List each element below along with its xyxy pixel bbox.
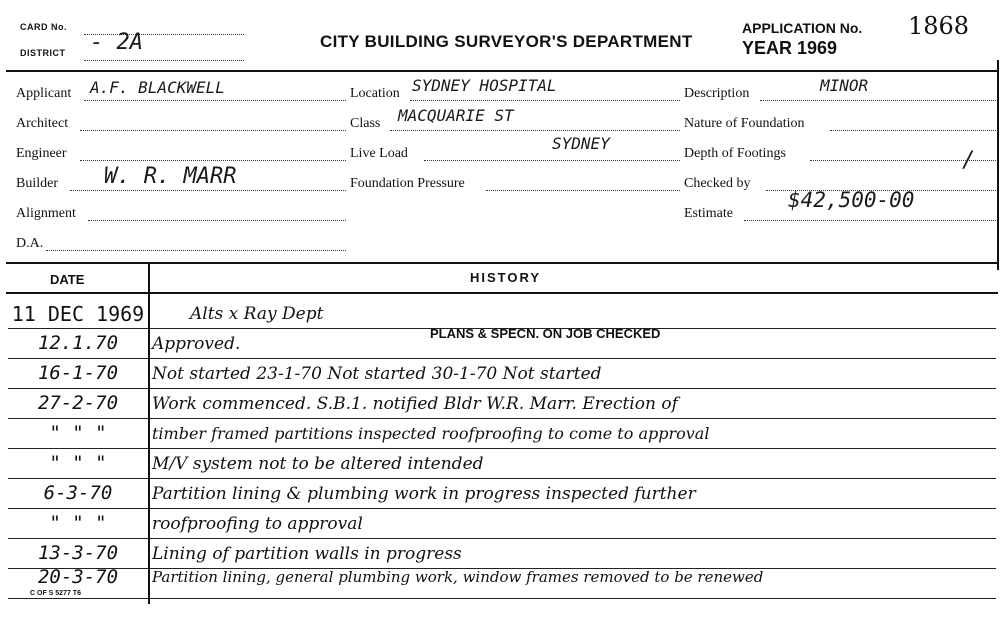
history-entry: Approved. [152,334,241,354]
history-date: " " " [49,452,107,474]
history-entry: Not started 23-1-70 Not started 30-1-70 Not started [152,364,602,384]
applicant-label: Applicant [16,86,72,101]
history-header: HISTORY [470,270,542,285]
history-rule [8,418,996,419]
history-rule [8,478,996,479]
builder-line [70,190,346,191]
nature-of-foundation-line [830,130,996,131]
da-label: D.A. [16,236,44,251]
district-label: DISTRICT [20,48,66,58]
history-date: 6-3-70 [43,482,113,504]
history-rule [8,538,996,539]
history-entry: Lining of partition walls in progress [152,544,462,564]
history-entry: timber framed partitions inspected roofproofing to come to approval [152,424,710,443]
history-rule [8,388,996,389]
date-column-divider [148,262,150,604]
builder-value: W. R. MARR [104,164,237,189]
history-entry: M/V system not to be altered intended [152,454,484,474]
estimate-value: $42,500-00 [788,188,915,212]
architect-label: Architect [16,116,69,131]
history-date: 27-2-70 [37,392,119,414]
history-entry: Partition lining & plumbing work in progress inspected further [152,484,696,504]
alignment-line [88,220,346,221]
architect-line [80,130,346,131]
live-load-line [424,160,680,161]
form-code: C OF S 5277 T6 [30,590,81,597]
history-rule [8,508,996,509]
history-date: 20-3-70 [37,566,119,588]
location-line [410,100,680,101]
foundation-pressure-label: Foundation Pressure [350,176,465,191]
class-label: Class [350,116,381,131]
history-date: 12.1.70 [37,332,119,354]
card-no-label: CARD No. [20,22,67,32]
history-top-rule [6,262,998,264]
history-date: 16-1-70 [37,362,119,384]
history-rule [8,598,996,599]
class-value-2: SYDNEY [552,134,610,153]
history-date: 11 DEC 1969 [11,302,145,326]
estimate-line [744,220,996,221]
builder-label: Builder [16,176,58,191]
live-load-label: Live Load [350,146,408,161]
year-label: YEAR 1969 [742,38,838,58]
class-value: MACQUARIE ST [398,106,514,125]
alignment-label: Alignment [16,206,76,221]
description-value: MINOR [820,76,869,95]
plans-checked-stamp: PLANS & SPECN. ON JOB CHECKED [430,326,661,341]
history-entry: roofproofing to approval [152,514,363,534]
application-no-label: APPLICATION No. [742,20,863,36]
description-label: Description [684,86,750,101]
checked-by-label: Checked by [684,176,751,191]
foundation-pressure-line [486,190,680,191]
nature-of-foundation-label: Nature of Foundation [684,116,805,131]
history-header-rule [6,292,998,294]
history-rule [8,358,996,359]
depth-of-footings-label: Depth of Footings [684,146,786,161]
description-line [760,100,996,101]
class-line [390,130,680,131]
location-value: SYDNEY HOSPITAL [412,76,557,95]
applicant-value: A.F. BLACKWELL [90,78,225,97]
history-entry: Work commenced. S.B.1. notified Bldr W.R. Marr. Erection of [152,394,678,414]
history-entry: Alts x Ray Dept [190,304,324,324]
engineer-label: Engineer [16,146,67,161]
depth-of-footings-value: / [962,148,976,173]
location-label: Location [350,86,400,101]
header-rule [6,70,998,72]
application-no-value: 1868 [908,12,970,40]
history-date: 13-3-70 [37,542,119,564]
district-value: - 2A [90,30,143,55]
history-rule [8,448,996,449]
engineer-line [80,160,346,161]
right-edge [997,60,999,270]
district-line [84,60,244,61]
da-line [46,250,346,251]
estimate-label: Estimate [684,206,733,221]
applicant-line [84,100,346,101]
history-entry: Partition lining, general plumbing work, window frames removed to be renewed [152,568,764,586]
department-title: CITY BUILDING SURVEYOR'S DEPARTMENT [320,32,693,51]
history-date: " " " [49,512,107,534]
history-date: " " " [49,422,107,444]
date-header: DATE [50,272,85,287]
